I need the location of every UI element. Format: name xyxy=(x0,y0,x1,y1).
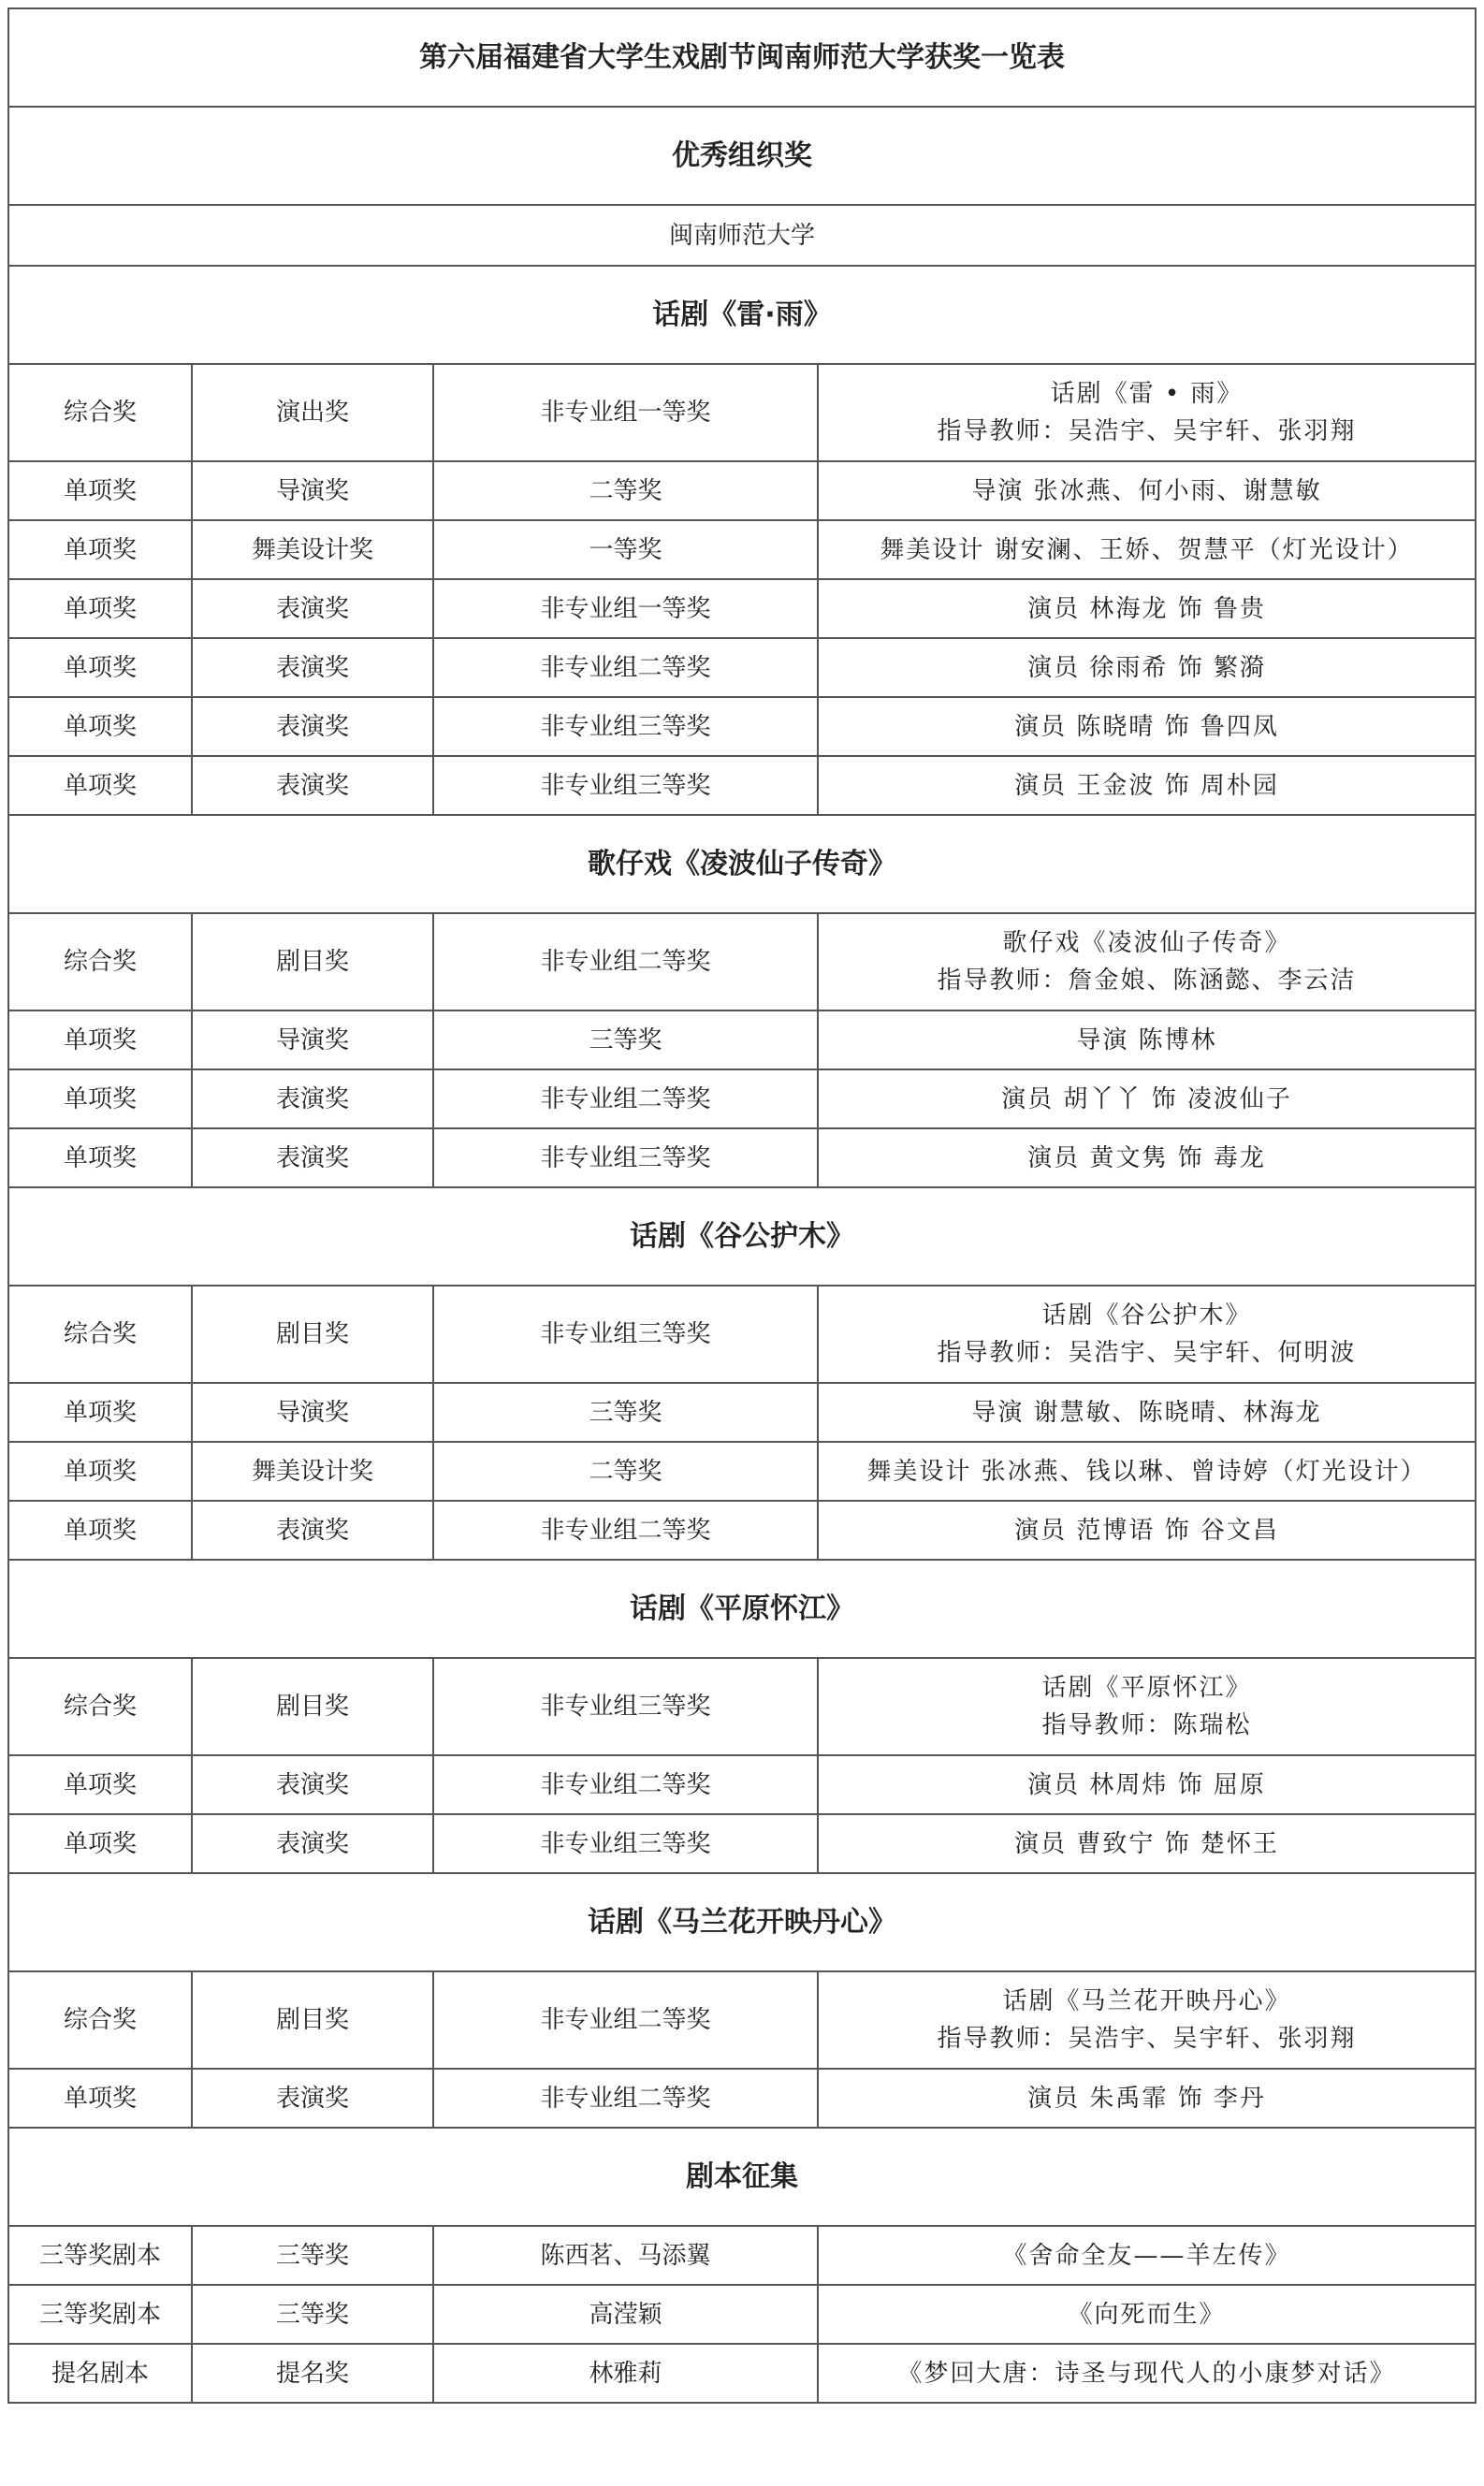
detail-line: 演员 林海龙 饰 鲁贵 xyxy=(1027,594,1266,623)
table-row xyxy=(8,520,1476,579)
instructor-line: 指导教师：吴浩宇、吴宇轩、何明波 xyxy=(937,1339,1357,1367)
award-category-cell: 提名剧本 xyxy=(8,2344,192,2403)
table-row xyxy=(8,1814,1476,1873)
section-heading: 话剧《平原怀江》 xyxy=(8,1560,1476,1658)
detail-line: 舞美设计 谢安澜、王娇、贺慧平（灯光设计） xyxy=(880,535,1414,564)
section-heading: 优秀组织奖 xyxy=(8,107,1476,205)
award-level-cell: 二等奖 xyxy=(433,1442,818,1501)
detail-line: 导演 张冰燕、何小雨、谢慧敏 xyxy=(971,476,1322,505)
award-category-cell: 单项奖 xyxy=(8,756,192,815)
table-row xyxy=(8,756,1476,815)
award-type-cell: 表演奖 xyxy=(192,1755,433,1814)
section-header-row xyxy=(8,107,1476,205)
table-row xyxy=(8,913,1476,1010)
award-category-cell: 单项奖 xyxy=(8,1010,192,1069)
award-category-cell: 综合奖 xyxy=(8,913,192,1010)
award-category-cell: 单项奖 xyxy=(8,579,192,638)
award-category-cell: 单项奖 xyxy=(8,1069,192,1128)
award-level-cell: 非专业组三等奖 xyxy=(433,1128,818,1187)
instructor-line: 指导教师：詹金娘、陈涵懿、李云洁 xyxy=(937,967,1357,995)
detail-line: 演员 胡丫丫 饰 凌波仙子 xyxy=(1001,1084,1292,1113)
organization-row xyxy=(8,205,1476,266)
award-type-cell: 表演奖 xyxy=(192,756,433,815)
award-level-cell: 高滢颖 xyxy=(433,2285,818,2344)
award-detail-cell xyxy=(818,2226,1476,2285)
instructor-line: 指导教师：吴浩宇、吴宇轩、张羽翔 xyxy=(937,417,1357,445)
section-heading: 话剧《谷公护木》 xyxy=(8,1187,1476,1286)
award-type-cell: 剧目奖 xyxy=(192,1971,433,2069)
award-category-cell: 单项奖 xyxy=(8,1755,192,1814)
award-type-cell: 剧目奖 xyxy=(192,1658,433,1755)
award-detail-cell xyxy=(818,1383,1476,1442)
award-type-cell: 导演奖 xyxy=(192,461,433,520)
award-category-cell: 综合奖 xyxy=(8,364,192,461)
award-type-cell: 表演奖 xyxy=(192,1501,433,1560)
award-category-cell: 三等奖剧本 xyxy=(8,2285,192,2344)
table-row xyxy=(8,1658,1476,1755)
award-type-cell: 表演奖 xyxy=(192,1814,433,1873)
award-category-cell: 单项奖 xyxy=(8,638,192,697)
section-heading: 剧本征集 xyxy=(8,2128,1476,2226)
table-row xyxy=(8,1755,1476,1814)
detail-line: 演员 徐雨希 饰 繁漪 xyxy=(1027,653,1266,682)
section-heading: 歌仔戏《凌波仙子传奇》 xyxy=(8,815,1476,913)
award-category-cell: 单项奖 xyxy=(8,520,192,579)
award-level-cell: 非专业组三等奖 xyxy=(433,756,818,815)
award-type-cell: 剧目奖 xyxy=(192,1286,433,1383)
award-detail-cell xyxy=(818,2285,1476,2344)
award-detail-cell xyxy=(818,1069,1476,1128)
award-detail-cell xyxy=(818,1010,1476,1069)
table-row xyxy=(8,1501,1476,1560)
award-type-cell: 舞美设计奖 xyxy=(192,1442,433,1501)
section-header-row xyxy=(8,1187,1476,1286)
award-level-cell: 非专业组二等奖 xyxy=(433,1755,818,1814)
table-row xyxy=(8,2285,1476,2344)
award-level-cell: 非专业组二等奖 xyxy=(433,913,818,1010)
detail-line: 话剧《雷 • 雨》 xyxy=(1050,380,1244,408)
detail-line: 演员 黄文隽 饰 毒龙 xyxy=(1027,1143,1266,1172)
award-category-cell: 单项奖 xyxy=(8,697,192,756)
table-row xyxy=(8,1383,1476,1442)
award-category-cell: 综合奖 xyxy=(8,1286,192,1383)
table-row xyxy=(8,697,1476,756)
award-type-cell: 三等奖 xyxy=(192,2285,433,2344)
award-level-cell: 二等奖 xyxy=(433,461,818,520)
table-row xyxy=(8,2069,1476,2128)
detail-line: 话剧《马兰花开映丹心》 xyxy=(1002,1987,1291,2015)
table-row xyxy=(8,1971,1476,2069)
award-type-cell: 剧目奖 xyxy=(192,913,433,1010)
award-type-cell: 舞美设计奖 xyxy=(192,520,433,579)
detail-line: 导演 陈博林 xyxy=(1076,1025,1217,1054)
award-type-cell: 表演奖 xyxy=(192,638,433,697)
award-detail-cell xyxy=(818,697,1476,756)
detail-line: 演员 林周炜 饰 屈原 xyxy=(1027,1770,1266,1799)
detail-line: 演员 王金波 饰 周朴园 xyxy=(1014,771,1279,800)
awards-table xyxy=(7,7,1477,2404)
award-level-cell: 非专业组三等奖 xyxy=(433,1658,818,1755)
award-level-cell: 三等奖 xyxy=(433,1010,818,1069)
award-level-cell: 非专业组三等奖 xyxy=(433,1286,818,1383)
award-detail-cell xyxy=(818,756,1476,815)
table-title: 第六届福建省大学生戏剧节闽南师范大学获奖一览表 xyxy=(8,8,1476,107)
organization-name: 闽南师范大学 xyxy=(8,205,1476,266)
award-detail-cell xyxy=(818,638,1476,697)
award-type-cell: 导演奖 xyxy=(192,1383,433,1442)
award-level-cell: 非专业组二等奖 xyxy=(433,1501,818,1560)
detail-line: 《向死而生》 xyxy=(1068,2300,1226,2329)
detail-line: 《舍命全友——羊左传》 xyxy=(1002,2241,1291,2270)
detail-line: 《梦回大唐：诗圣与现代人的小康梦对话》 xyxy=(897,2359,1396,2388)
award-type-cell: 导演奖 xyxy=(192,1010,433,1069)
award-level-cell: 一等奖 xyxy=(433,520,818,579)
award-category-cell: 单项奖 xyxy=(8,461,192,520)
award-type-cell: 提名奖 xyxy=(192,2344,433,2403)
award-type-cell: 演出奖 xyxy=(192,364,433,461)
detail-line: 演员 陈晓晴 饰 鲁四凤 xyxy=(1014,712,1279,741)
award-detail-cell xyxy=(818,1755,1476,1814)
award-type-cell: 表演奖 xyxy=(192,1128,433,1187)
award-level-cell: 非专业组二等奖 xyxy=(433,1971,818,2069)
award-level-cell: 非专业组一等奖 xyxy=(433,364,818,461)
instructor-line: 指导教师：吴浩宇、吴宇轩、张羽翔 xyxy=(937,2025,1357,2053)
award-level-cell: 三等奖 xyxy=(433,1383,818,1442)
section-header-row xyxy=(8,1560,1476,1658)
award-level-cell: 非专业组一等奖 xyxy=(433,579,818,638)
table-row xyxy=(8,1128,1476,1187)
award-level-cell: 非专业组三等奖 xyxy=(433,1814,818,1873)
award-detail-cell xyxy=(818,1442,1476,1501)
award-type-cell: 表演奖 xyxy=(192,579,433,638)
table-row xyxy=(8,638,1476,697)
award-category-cell: 单项奖 xyxy=(8,1814,192,1873)
award-level-cell: 非专业组三等奖 xyxy=(433,697,818,756)
award-type-cell: 表演奖 xyxy=(192,2069,433,2128)
table-row xyxy=(8,2226,1476,2285)
award-detail-cell xyxy=(818,1814,1476,1873)
instructor-line: 指导教师：陈瑞松 xyxy=(1041,1711,1252,1739)
award-category-cell: 综合奖 xyxy=(8,1971,192,2069)
award-category-cell: 综合奖 xyxy=(8,1658,192,1755)
section-header-row xyxy=(8,2128,1476,2226)
award-type-cell: 表演奖 xyxy=(192,1069,433,1128)
section-header-row xyxy=(8,1873,1476,1971)
award-category-cell: 单项奖 xyxy=(8,1501,192,1560)
section-heading: 话剧《马兰花开映丹心》 xyxy=(8,1873,1476,1971)
award-detail-cell xyxy=(818,913,1476,1010)
award-detail-cell xyxy=(818,461,1476,520)
award-category-cell: 单项奖 xyxy=(8,2069,192,2128)
award-category-cell: 单项奖 xyxy=(8,1128,192,1187)
detail-line: 话剧《谷公护木》 xyxy=(1041,1301,1252,1330)
award-level-cell: 非专业组二等奖 xyxy=(433,638,818,697)
award-type-cell: 表演奖 xyxy=(192,697,433,756)
section-header-row xyxy=(8,266,1476,364)
detail-line: 话剧《平原怀江》 xyxy=(1041,1674,1252,1702)
table-row xyxy=(8,1442,1476,1501)
award-detail-cell xyxy=(818,1971,1476,2069)
table-row xyxy=(8,1069,1476,1128)
award-category-cell: 单项奖 xyxy=(8,1442,192,1501)
table-row xyxy=(8,1286,1476,1383)
awards-table-body xyxy=(8,8,1476,2403)
table-row xyxy=(8,364,1476,461)
detail-line: 导演 谢慧敏、陈晓晴、林海龙 xyxy=(971,1398,1322,1427)
award-detail-cell xyxy=(818,579,1476,638)
table-row xyxy=(8,2344,1476,2403)
award-level-cell: 非专业组二等奖 xyxy=(433,2069,818,2128)
award-category-cell: 三等奖剧本 xyxy=(8,2226,192,2285)
award-detail-cell xyxy=(818,1658,1476,1755)
detail-line: 演员 范博语 饰 谷文昌 xyxy=(1014,1516,1279,1545)
detail-line: 舞美设计 张冰燕、钱以琳、曾诗婷（灯光设计） xyxy=(866,1457,1427,1486)
award-category-cell: 单项奖 xyxy=(8,1383,192,1442)
title-row xyxy=(8,8,1476,107)
section-heading: 话剧《雷·雨》 xyxy=(8,266,1476,364)
table-row xyxy=(8,579,1476,638)
award-detail-cell xyxy=(818,520,1476,579)
detail-line: 演员 曹致宁 饰 楚怀王 xyxy=(1014,1829,1279,1858)
award-detail-cell xyxy=(818,1128,1476,1187)
award-detail-cell xyxy=(818,1501,1476,1560)
award-detail-cell xyxy=(818,1286,1476,1383)
award-level-cell: 陈西茗、马添翼 xyxy=(433,2226,818,2285)
award-detail-cell xyxy=(818,364,1476,461)
award-level-cell: 非专业组二等奖 xyxy=(433,1069,818,1128)
detail-line: 歌仔戏《凌波仙子传奇》 xyxy=(1002,929,1291,957)
award-detail-cell xyxy=(818,2069,1476,2128)
award-type-cell: 三等奖 xyxy=(192,2226,433,2285)
award-level-cell: 林雅莉 xyxy=(433,2344,818,2403)
detail-line: 演员 朱禹霏 饰 李丹 xyxy=(1027,2084,1266,2113)
table-row xyxy=(8,461,1476,520)
section-header-row xyxy=(8,815,1476,913)
table-row xyxy=(8,1010,1476,1069)
award-detail-cell xyxy=(818,2344,1476,2403)
